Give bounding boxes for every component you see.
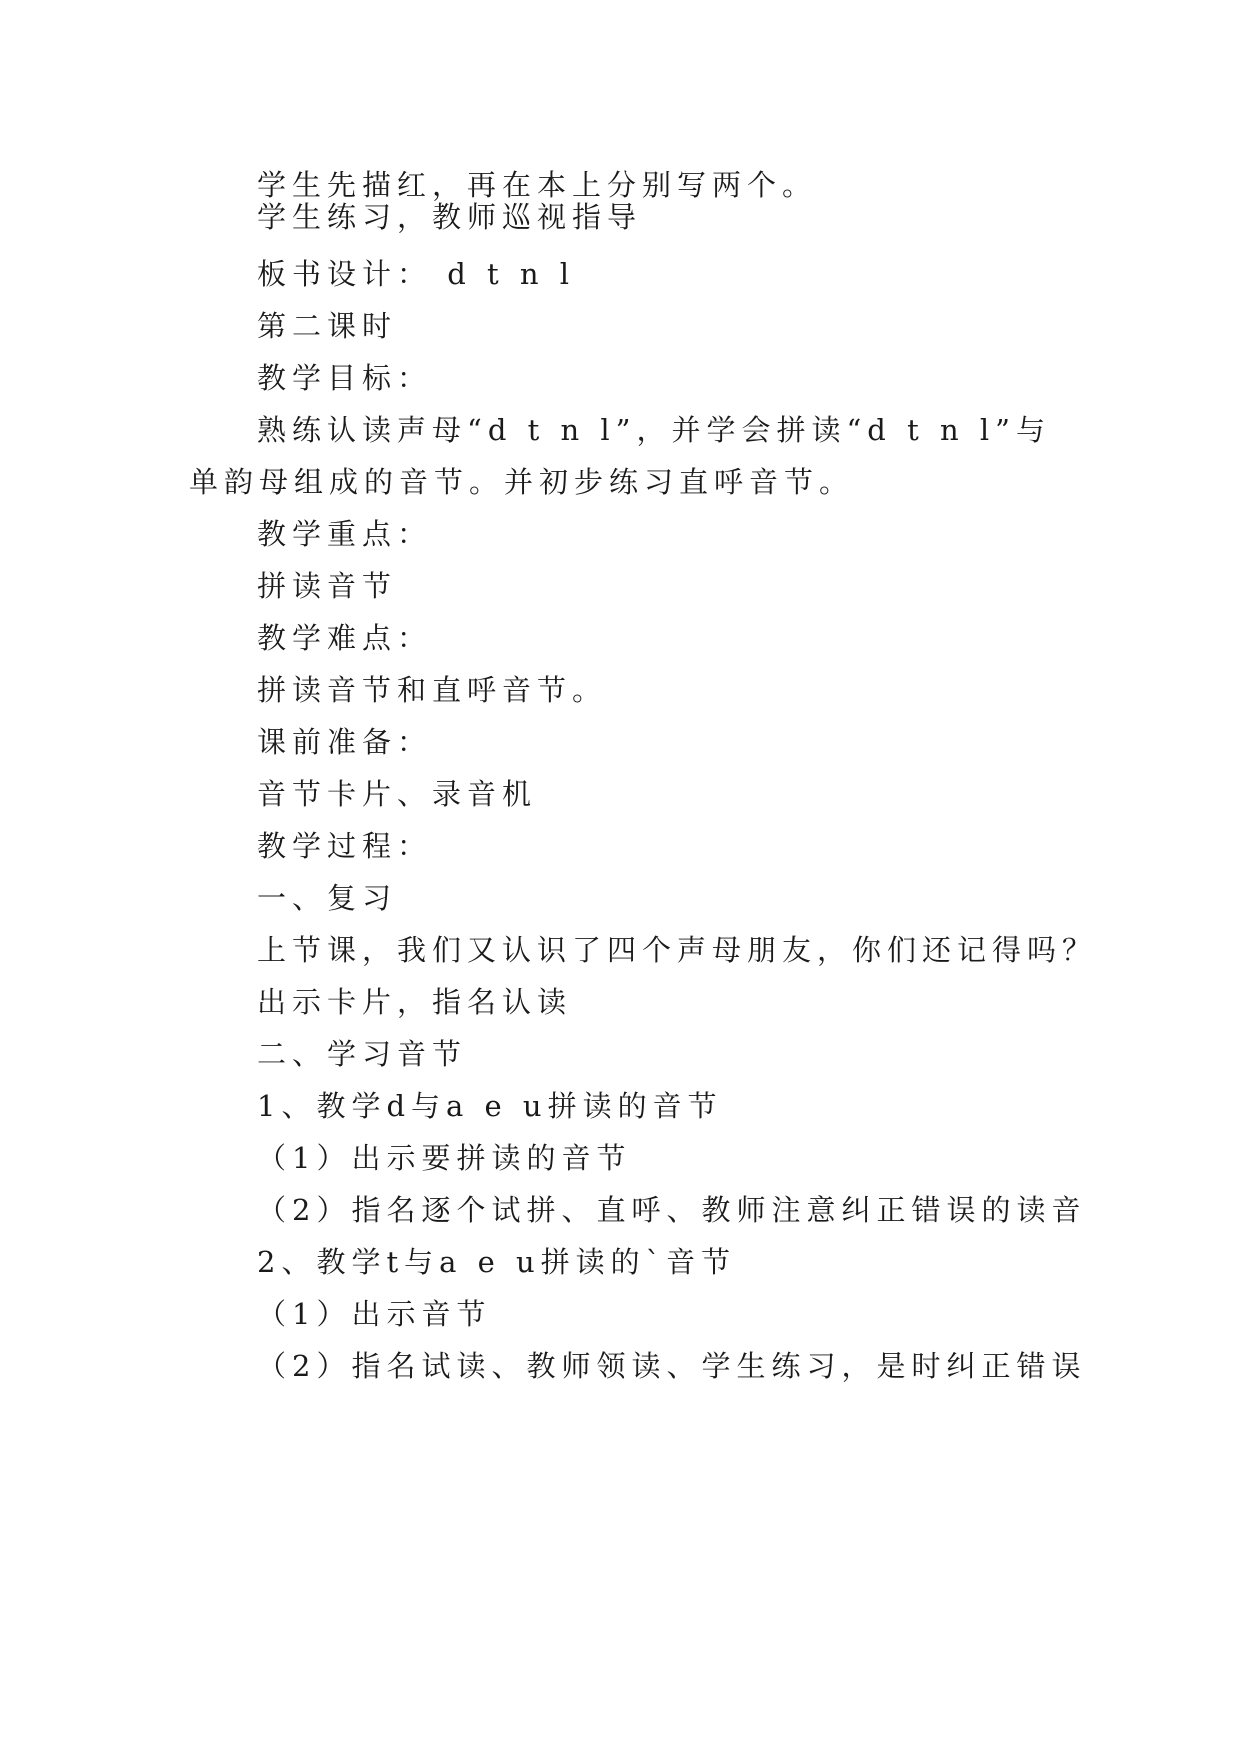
paragraph-line: 板书设计： d t n l bbox=[257, 257, 576, 291]
paragraph-line: 上节课，我们又认识了四个声母朋友，你们还记得吗？ bbox=[257, 933, 1098, 967]
paragraph-line: 教学过程： bbox=[257, 829, 433, 863]
paragraph-line: 教学难点： bbox=[257, 621, 433, 655]
paragraph-line: 二、学习音节 bbox=[257, 1037, 468, 1071]
paragraph-line: （1）出示音节 bbox=[257, 1297, 492, 1331]
paragraph-line: 出示卡片，指名认读 bbox=[257, 985, 573, 1019]
paragraph-line: 学生先描红，再在本上分别写两个。 bbox=[257, 168, 818, 202]
paragraph-line: 课前准备： bbox=[257, 725, 433, 759]
paragraph-line: 学生练习，教师巡视指导 bbox=[257, 200, 643, 234]
paragraph-line: 教学重点： bbox=[257, 517, 433, 551]
paragraph-line: 拼读音节和直呼音节。 bbox=[257, 673, 608, 707]
paragraph-line: 2、教学t与a e u拼读的`音节 bbox=[257, 1245, 737, 1279]
paragraph-line: 音节卡片、录音机 bbox=[257, 777, 538, 811]
paragraph-line: （1）出示要拼读的音节 bbox=[257, 1141, 632, 1175]
paragraph-line: 一、复习 bbox=[257, 881, 398, 915]
paragraph-line: 拼读音节 bbox=[257, 569, 398, 603]
paragraph-line: 单韵母组成的音节。并初步练习直呼音节。 bbox=[189, 465, 855, 499]
paragraph-line: （2）指名逐个试拼、直呼、教师注意纠正错误的读音 bbox=[257, 1193, 1087, 1227]
paragraph-line: 1、教学d与a e u拼读的音节 bbox=[257, 1089, 723, 1123]
paragraph-line: 熟练认读声母“d t n l”，并学会拼读“d t n l”与 bbox=[257, 413, 1051, 447]
section-heading: 第二课时 bbox=[257, 309, 398, 343]
paragraph-line: 教学目标： bbox=[257, 361, 433, 395]
paragraph-line: （2）指名试读、教师领读、学生练习，是时纠正错误 bbox=[257, 1349, 1087, 1383]
